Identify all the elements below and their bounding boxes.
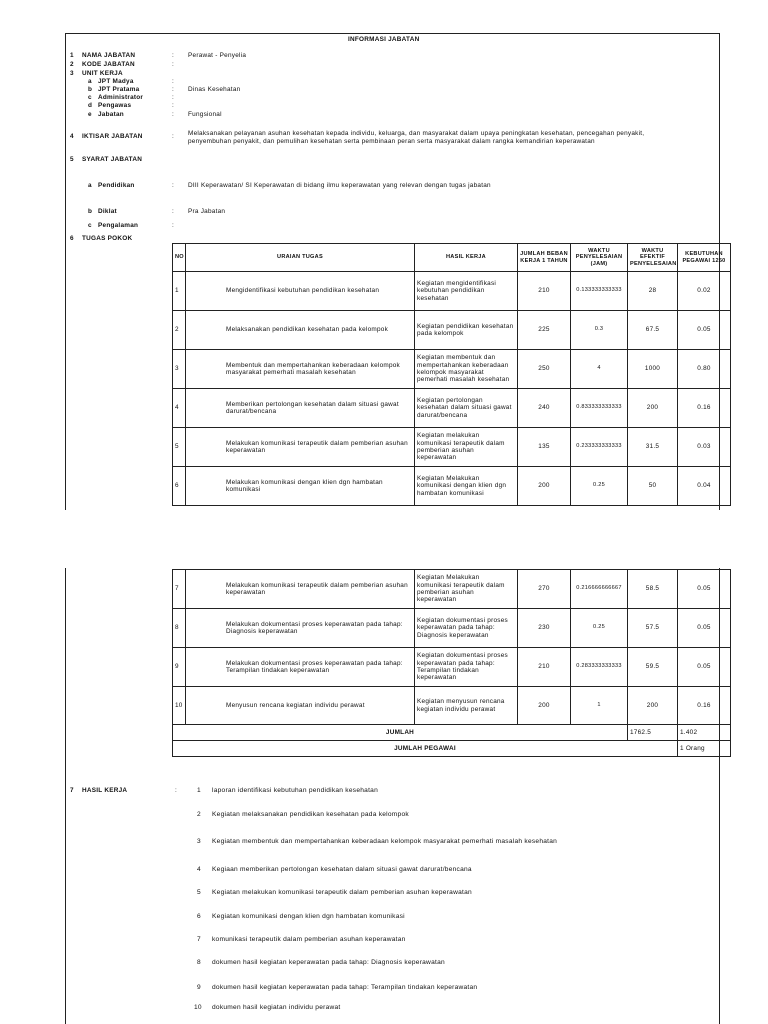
header-jumlah: JUMLAH BEBAN KERJA 1 TAHUN	[518, 244, 571, 272]
row-waktu: 0.133333333333	[571, 272, 628, 311]
colon: :	[172, 208, 175, 215]
info-label: UNIT KERJA	[82, 70, 123, 77]
jumlah-kebutuhan: 1.402	[678, 725, 731, 741]
row-number: 2	[173, 311, 186, 350]
syarat-item-value: DIII Keperawatan/ SI Keperawatan di bidang ilmu keperawatan yang relevan dengan tugas jabatan	[188, 182, 491, 189]
row-hasil: Kegiatan dokumentasi proses keperawatan pada tahap: Diagnosis keperawatan	[415, 609, 518, 648]
row-number: 3	[173, 350, 186, 389]
left-border	[65, 568, 66, 1024]
row-number: 5	[173, 428, 186, 467]
unit-kerja-letter: b	[88, 86, 93, 93]
colon: :	[172, 52, 175, 59]
info-number: 3	[70, 70, 74, 77]
hasil-kerja-number: 8	[197, 959, 201, 966]
left-border	[65, 33, 66, 510]
colon: :	[172, 86, 175, 93]
row-uraian: Membentuk dan mempertahankan keberadaan kelompok masyarakat pemerhati masalah kesehatan	[186, 350, 415, 389]
row-waktu: 0.216666666667	[571, 570, 628, 609]
table-row	[173, 389, 731, 428]
hasil-kerja-number: 2	[197, 811, 201, 818]
row-hasil: Kegiatan membentuk dan mempertahankan keberadaan kelompok masyarakat pemerhati masalah kesehatan	[415, 350, 518, 389]
syarat-label: SYARAT JABATAN	[82, 156, 143, 163]
row-uraian: Melakukan dokumentasi proses keperawatan pada tahap: Terampilan tindakan keperawatan	[186, 648, 415, 687]
table-header-row	[173, 244, 731, 272]
colon: :	[172, 182, 175, 189]
hasil-kerja-item: laporan identifikasi kebutuhan pendidikan kesehatan	[212, 787, 378, 794]
row-number: 9	[173, 648, 186, 687]
page-title: INFORMASI JABATAN	[348, 36, 420, 43]
row-hasil: Kegiatan melakukan komunikasi terapeutik dalam pemberian asuhan keperawatan	[415, 428, 518, 467]
row-waktu: 0.833333333333	[571, 389, 628, 428]
jumlah-pegawai-label: JUMLAH PEGAWAI	[173, 741, 678, 757]
row-kebutuhan: 0.05	[678, 609, 731, 648]
unit-kerja-value: Fungsional	[188, 111, 222, 118]
hasil-kerja-number: 5	[197, 889, 201, 896]
row-efektif: 58.5	[628, 570, 678, 609]
hasil-kerja-item: Kegiatan melakukan komunikasi terapeutik dalam pemberian asuhan keperawatan	[212, 889, 472, 896]
header-kebutuhan: KEBUTUHAN PEGAWAI 1250	[678, 244, 731, 272]
colon: :	[172, 94, 175, 101]
syarat-item-label: Pengalaman	[98, 222, 139, 229]
hasil-kerja-number: 10	[194, 1004, 202, 1011]
row-jumlah: 230	[518, 609, 571, 648]
row-efektif: 50	[628, 467, 678, 506]
row-kebutuhan: 0.05	[678, 648, 731, 687]
row-waktu: 0.25	[571, 467, 628, 506]
row-uraian: Menyusun rencana kegiatan individu perawat	[186, 687, 415, 725]
header-waktu-penyelesaian: WAKTU PENYELESAIAN (JAM)	[571, 244, 628, 272]
row-jumlah: 250	[518, 350, 571, 389]
header-waktu-efektif: WAKTU EFEKTIF PENYELESAIAN	[628, 244, 678, 272]
row-kebutuhan: 0.16	[678, 687, 731, 725]
ikhtisar-text-line1: Melaksanakan pelayanan asuhan kesehatan kepada individu, keluarga, dan masyarakat dalam upaya peningkatan kesehatan, pencegahan penyakit,	[188, 130, 645, 137]
row-efektif: 31.5	[628, 428, 678, 467]
hasil-kerja-item: Kegiatan komunikasi dengan klien dgn hambatan komunikasi	[212, 913, 405, 920]
table-row	[173, 687, 731, 725]
row-kebutuhan: 0.05	[678, 311, 731, 350]
row-kebutuhan: 0.04	[678, 467, 731, 506]
colon: :	[172, 133, 175, 140]
row-jumlah: 200	[518, 467, 571, 506]
row-waktu: 1	[571, 687, 628, 725]
row-kebutuhan: 0.02	[678, 272, 731, 311]
row-efektif: 1000	[628, 350, 678, 389]
jumlah-label: JUMLAH	[173, 725, 628, 741]
hasil-kerja-number: 7	[70, 787, 74, 794]
unit-kerja-letter: c	[88, 94, 92, 101]
syarat-item-label: Diklat	[98, 208, 117, 215]
tugas-pokok-number: 6	[70, 235, 74, 242]
row-jumlah: 225	[518, 311, 571, 350]
row-number: 8	[173, 609, 186, 648]
row-uraian: Melakukan dokumentasi proses keperawatan pada tahap: Diagnosis keperawatan	[186, 609, 415, 648]
page-2	[0, 568, 768, 1024]
hasil-kerja-item: Kegiatan membentuk dan mempertahankan keberadaan kelompok masyarakat pemerhati masalah kesehatan	[212, 838, 558, 845]
row-waktu: 0.3	[571, 311, 628, 350]
row-number: 6	[173, 467, 186, 506]
ikhtisar-label: IKTISAR JABATAN	[82, 133, 143, 140]
row-waktu: 0.233333333333	[571, 428, 628, 467]
colon: :	[172, 111, 175, 118]
row-uraian: Melakukan komunikasi terapeutik dalam pemberian asuhan keperawatan	[186, 428, 415, 467]
header-uraian: URAIAN TUGAS	[186, 244, 415, 272]
syarat-number: 5	[70, 156, 74, 163]
jumlah-efektif: 1762.5	[628, 725, 678, 741]
top-border	[65, 33, 720, 34]
colon: :	[172, 222, 175, 229]
row-efektif: 28	[628, 272, 678, 311]
table-row	[173, 428, 731, 467]
info-number: 1	[70, 52, 74, 59]
hasil-kerja-item: Kegiaan memberikan pertolongan kesehatan dalam situasi gawat darurat/bencana	[212, 866, 472, 873]
hasil-kerja-number: 6	[197, 913, 201, 920]
row-jumlah: 200	[518, 687, 571, 725]
syarat-letter: b	[88, 208, 93, 215]
hasil-kerja-item: Kegiatan melaksanakan pendidikan kesehatan pada kelompok	[212, 811, 409, 818]
row-jumlah: 210	[518, 648, 571, 687]
jumlah-pegawai-row	[173, 741, 731, 757]
row-efektif: 200	[628, 389, 678, 428]
header-hasil: HASIL KERJA	[415, 244, 518, 272]
table-row	[173, 272, 731, 311]
row-jumlah: 240	[518, 389, 571, 428]
row-hasil: Kegiatan menyusun rencana kegiatan individu perawat	[415, 687, 518, 725]
syarat-letter: a	[88, 182, 92, 189]
row-kebutuhan: 0.03	[678, 428, 731, 467]
unit-kerja-label: JPT Madya	[98, 78, 134, 85]
unit-kerja-label: Pengawas	[98, 102, 132, 109]
hasil-kerja-item: dokumen hasil kegiatan keperawatan pada tahap: Diagnosis keperawatan	[212, 959, 445, 966]
table-row	[173, 609, 731, 648]
hasil-kerja-number: 9	[197, 984, 201, 991]
unit-kerja-letter: d	[88, 102, 93, 109]
unit-kerja-value: Dinas Kesehatan	[188, 86, 241, 93]
unit-kerja-label: Administrator	[98, 94, 144, 101]
row-efektif: 57.5	[628, 609, 678, 648]
row-number: 7	[173, 570, 186, 609]
jumlah-row	[173, 725, 731, 741]
row-hasil: Kegiatan Melakukan komunikasi dengan klien dgn hambatan komunikasi	[415, 467, 518, 506]
table-row	[173, 467, 731, 506]
ikhtisar-text-line2: penyembuhan penyakit, dan pemulihan kesehatan serta pembinaan peran serta masyarakat dalam rangka kemandirian keperawatan	[188, 138, 595, 145]
info-label: NAMA JABATAN	[82, 52, 136, 59]
colon: :	[175, 787, 178, 794]
syarat-item-label: Pendidikan	[98, 182, 135, 189]
table-row	[173, 570, 731, 609]
row-waktu: 0.25	[571, 609, 628, 648]
row-number: 1	[173, 272, 186, 311]
hasil-kerja-item: komunikasi terapeutik dalam pemberian asuhan keperawatan	[212, 936, 406, 943]
row-kebutuhan: 0.16	[678, 389, 731, 428]
row-jumlah: 135	[518, 428, 571, 467]
row-number: 4	[173, 389, 186, 428]
unit-kerja-letter: a	[88, 78, 92, 85]
unit-kerja-label: Jabatan	[98, 111, 124, 118]
row-uraian: Mengidentifikasi kebutuhan pendidikan kesehatan	[186, 272, 415, 311]
jumlah-pegawai-value: 1 Orang	[678, 741, 731, 757]
header-no: NO	[173, 244, 186, 272]
hasil-kerja-number: 3	[197, 838, 201, 845]
ikhtisar-number: 4	[70, 133, 74, 140]
hasil-kerja-item: dokumen hasil kegiatan individu perawat	[212, 1004, 341, 1011]
syarat-letter: c	[88, 222, 92, 229]
hasil-kerja-label: HASIL KERJA	[82, 787, 128, 794]
row-jumlah: 210	[518, 272, 571, 311]
row-kebutuhan: 0.80	[678, 350, 731, 389]
info-label: KODE JABATAN	[82, 61, 135, 68]
row-waktu: 0.283333333333	[571, 648, 628, 687]
row-number: 10	[173, 687, 186, 725]
row-uraian: Melakukan komunikasi terapeutik dalam pemberian asuhan keperawatan	[186, 570, 415, 609]
hasil-kerja-number: 1	[197, 787, 201, 794]
row-hasil: Kegiatan mengidentifikasi kebutuhan pendidikan kesehatan	[415, 272, 518, 311]
tugas-pokok-label: TUGAS POKOK	[82, 235, 133, 242]
row-uraian: Memberikan pertolongan kesehatan dalam situasi gawat darurat/bencana	[186, 389, 415, 428]
hasil-kerja-number: 7	[197, 936, 201, 943]
colon: :	[172, 61, 175, 68]
table-row	[173, 311, 731, 350]
row-waktu: 4	[571, 350, 628, 389]
tugas-table	[172, 569, 731, 757]
colon: :	[172, 78, 175, 85]
row-efektif: 59.5	[628, 648, 678, 687]
row-hasil: Kegiatan Melakukan komunikasi terapeutik dalam pemberian asuhan keperawatan	[415, 570, 518, 609]
table-row	[173, 648, 731, 687]
table-row	[173, 350, 731, 389]
row-jumlah: 270	[518, 570, 571, 609]
page-1	[0, 0, 768, 510]
info-value: Perawat - Penyelia	[188, 52, 247, 59]
row-uraian: Melakukan komunikasi dengan klien dgn hambatan komunikasi	[186, 467, 415, 506]
hasil-kerja-item: dokumen hasil kegiatan keperawatan pada tahap: Terampilan tindakan keperawatan	[212, 984, 478, 991]
hasil-kerja-number: 4	[197, 866, 201, 873]
colon: :	[172, 102, 175, 109]
row-efektif: 200	[628, 687, 678, 725]
row-kebutuhan: 0.05	[678, 570, 731, 609]
unit-kerja-letter: e	[88, 111, 92, 118]
row-hasil: Kegiatan dokumentasi proses keperawatan pada tahap: Terampilan tindakan keperawatan	[415, 648, 518, 687]
unit-kerja-label: JPT Pratama	[98, 86, 140, 93]
row-hasil: Kegiatan pertolongan kesehatan dalam situasi gawat darurat/bencana	[415, 389, 518, 428]
info-number: 2	[70, 61, 74, 68]
row-uraian: Melaksanakan pendidikan kesehatan pada kelompok	[186, 311, 415, 350]
syarat-item-value: Pra Jabatan	[188, 208, 226, 215]
row-hasil: Kegiatan pendidikan kesehatan pada kelompok	[415, 311, 518, 350]
tugas-table	[172, 243, 731, 506]
row-efektif: 67.5	[628, 311, 678, 350]
